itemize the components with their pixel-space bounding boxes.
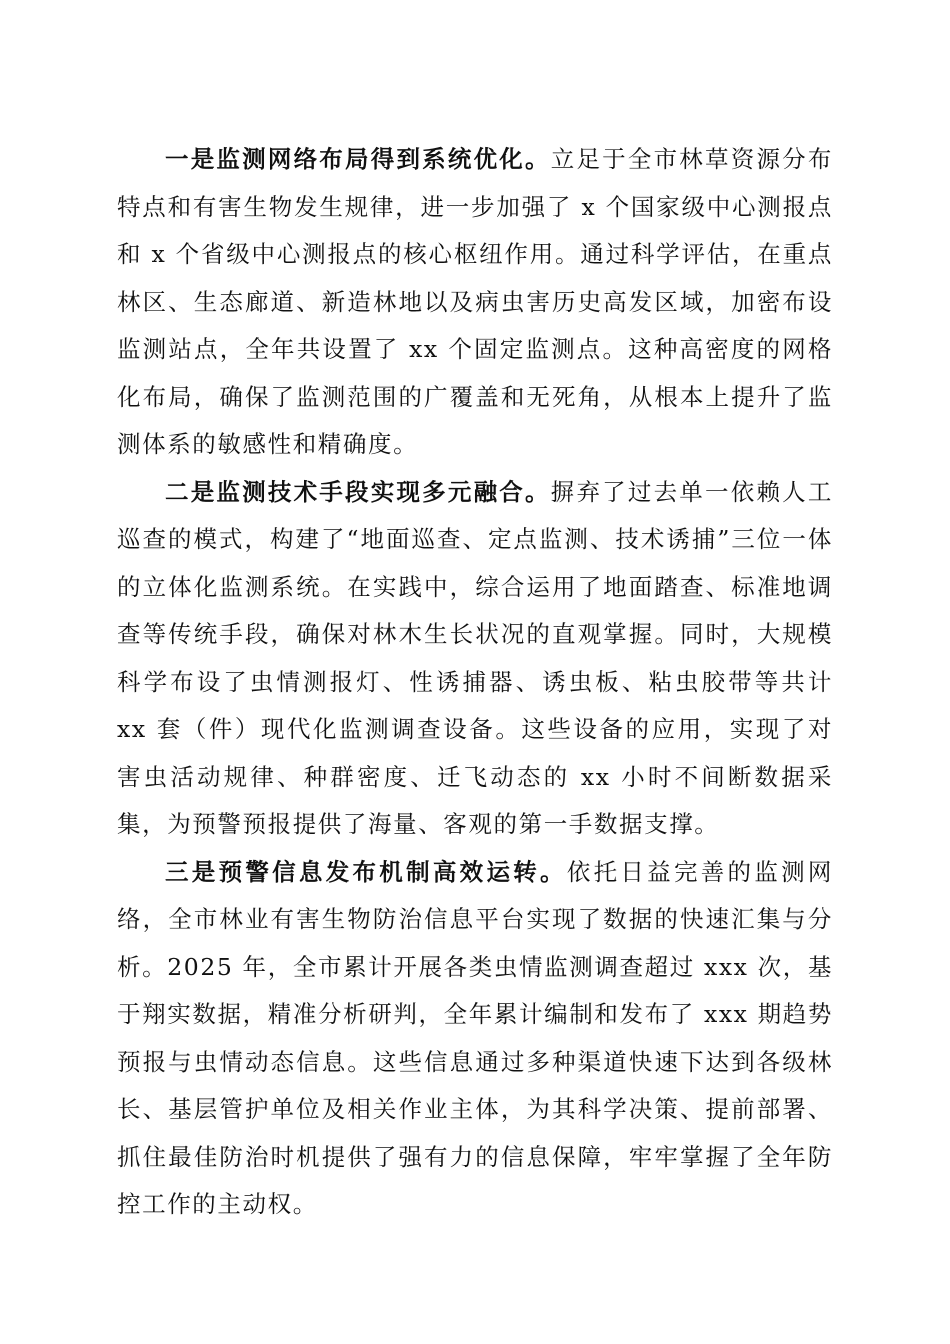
paragraph-technical-means	[117, 469, 833, 849]
paragraph-heading: 二是监测技术手段实现多元融合。	[165, 477, 551, 506]
document-body	[117, 136, 833, 1229]
paragraph-heading: 三是预警信息发布机制高效运转。	[165, 857, 567, 886]
paragraph-text: 依托日益完善的监测网络，全市林业有害生物防治信息平台实现了数据的快速汇集与分析。2025 年，全市累计开展各类虫情监测调查超过 xxx 次，基于翔实数据，精准分析研判，全年累计编制和发布了 xxx 期趋势预报与虫情动态信息。这些信息通过多种渠道快速下达到各级林长、基层管护单位及相关作业主体，为其科学决策、提前部署、抓住最佳防治时机提供了强有力的信息保障，牢牢掌握了全年防控工作的主动权。	[117, 857, 833, 1218]
paragraph-warning-release	[117, 849, 833, 1229]
paragraph-heading: 一是监测网络布局得到系统优化。	[165, 145, 551, 173]
paragraph-text: 立足于全市林草资源分布特点和有害生物发生规律，进一步加强了 x 个国家级中心测报点和 x 个省级中心测报点的核心枢纽作用。通过科学评估，在重点林区、生态廊道、新造林地以及病虫害历史高发区域，加密布设监测站点，全年共设置了 xx 个固定监测点。这种高密度的网格化布局，确保了监测范围的广覆盖和无死角，从根本上提升了监测体系的敏感性和精确度。	[117, 145, 833, 458]
paragraph-text: 摒弃了过去单一依赖人工巡查的模式，构建了“地面巡查、定点监测、技术诱捕”三位一体的立体化监测系统。在实践中，综合运用了地面踏查、标准地调查等传统手段，确保对林木生长状况的直观掌握。同时，大规模科学布设了虫情测报灯、性诱捕器、诱虫板、粘虫胶带等共计 xx 套（件）现代化监测调查设备。这些设备的应用，实现了对害虫活动规律、种群密度、迁飞动态的 xx 小时不间断数据采集，为预警预报提供了海量、客观的第一手数据支撑。	[117, 477, 833, 838]
paragraph-network-layout	[117, 136, 833, 469]
